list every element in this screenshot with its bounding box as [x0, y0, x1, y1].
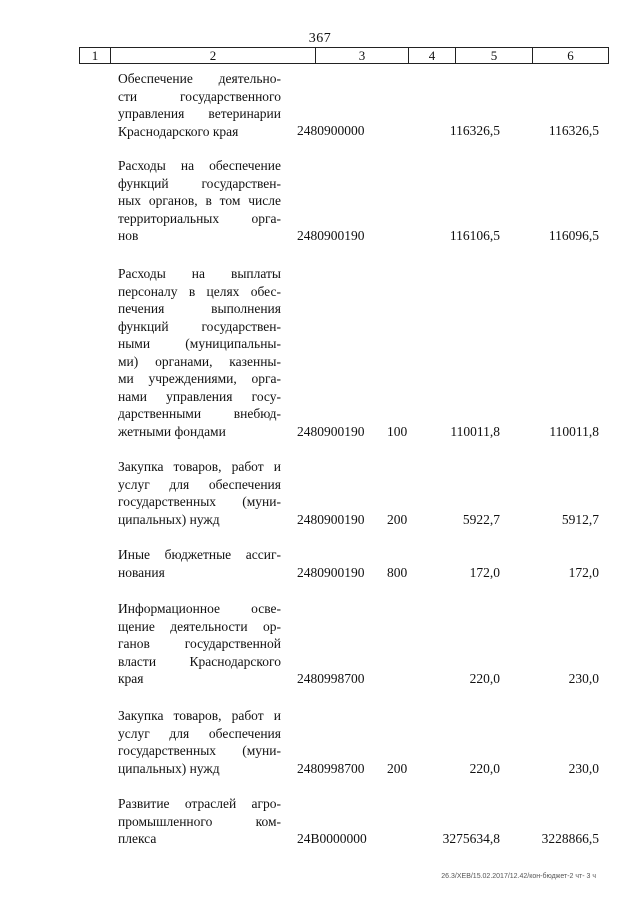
description-line: управления ветеринарии	[118, 106, 281, 121]
column-header-2: 2	[111, 48, 316, 64]
column-header-3: 3	[316, 48, 409, 64]
row-expense-type: 200	[387, 761, 408, 776]
description-line: функций государствен-	[118, 175, 281, 191]
description-line: жетными фондами	[118, 423, 226, 439]
description-line: территориальных орга-	[118, 210, 281, 226]
row-amount-col6: 172,0	[568, 565, 599, 580]
column-header-1: 1	[80, 48, 111, 64]
row-amount-col6: 110011,8	[549, 424, 599, 439]
row-description	[118, 600, 281, 688]
description-line: ными (муниципальны-	[118, 336, 281, 351]
column-header-5: 5	[456, 48, 533, 64]
description-line: печения выполнения	[118, 301, 281, 316]
row-amount-col6: 116326,5	[548, 123, 599, 138]
row-amount-col6: 5912,7	[561, 512, 599, 527]
row-description	[118, 265, 281, 440]
description-line: Иные бюджетные ассиг-	[118, 547, 281, 562]
row-code: 2480900000	[297, 123, 365, 138]
description-line: услуг для обеспечения	[118, 725, 281, 741]
description-line: края	[118, 671, 144, 686]
row-code: 24В0000000	[297, 831, 367, 846]
row-description	[118, 707, 281, 777]
description-line: государственных (муни-	[118, 743, 281, 758]
row-amount-col5: 220,0	[469, 671, 500, 686]
description-line: сти государственного	[118, 88, 281, 104]
description-line: ганов государственной	[118, 636, 281, 651]
description-line: Краснодарского края	[118, 123, 239, 139]
description-line: нами управления госу-	[118, 388, 281, 404]
row-description	[118, 795, 281, 848]
row-amount-col5: 3275634,8	[442, 831, 500, 846]
row-amount-col5: 116106,5	[449, 228, 500, 243]
row-amount-col6: 230,0	[568, 761, 599, 776]
page-footer: 26.3/ХЕВ/15.02.2017/12.42/кон-бюджет-2 чт- 3 ч	[441, 873, 596, 880]
description-line: государственных (муни-	[118, 494, 281, 509]
row-code: 2480900190	[297, 228, 365, 243]
row-amount-col5: 172,0	[469, 565, 500, 580]
description-line: ципальных) нужд	[118, 760, 220, 776]
description-line: ных органов, в том числе	[118, 193, 281, 208]
description-line: нов	[118, 228, 139, 243]
row-amount-col5: 116326,5	[449, 123, 500, 138]
description-line: плекса	[118, 831, 157, 846]
row-description	[118, 458, 281, 528]
row-description	[118, 157, 281, 245]
row-amount-col5: 220,0	[469, 761, 500, 776]
row-expense-type: 200	[387, 512, 408, 527]
row-amount-col6: 3228866,5	[541, 831, 599, 846]
row-code: 2480900190	[297, 424, 365, 439]
description-line: промышленного ком-	[118, 813, 281, 829]
row-description	[118, 70, 281, 140]
row-amount-col5: 5922,7	[462, 512, 500, 527]
row-code: 2480998700	[297, 671, 365, 686]
description-line: услуг для обеспечения	[118, 476, 281, 492]
description-line: Закупка товаров, работ и	[118, 708, 281, 723]
description-line: нования	[118, 564, 165, 580]
description-line: персоналу в целях обес-	[118, 283, 281, 299]
description-line: Информационное осве-	[118, 601, 281, 616]
description-line: Обеспечение деятельно-	[118, 71, 281, 86]
row-description	[118, 546, 281, 581]
description-line: Закупка товаров, работ и	[118, 459, 281, 474]
row-code: 2480998700	[297, 761, 365, 776]
row-code: 2480900190	[297, 512, 365, 527]
row-expense-type: 100	[387, 424, 408, 439]
description-line: Развитие отраслей агро-	[118, 796, 281, 811]
description-line: ми) органами, казенны-	[118, 353, 281, 369]
column-header-6: 6	[533, 48, 609, 64]
description-line: дарственными внебюд-	[118, 406, 281, 421]
description-line: Расходы на обеспечение	[118, 158, 281, 173]
description-line: ми учреждениями, орга-	[118, 371, 281, 386]
description-line: ципальных) нужд	[118, 511, 220, 527]
description-line: щение деятельности ор-	[118, 618, 281, 634]
column-header-4: 4	[409, 48, 456, 64]
row-code: 2480900190	[297, 565, 365, 580]
row-expense-type: 800	[387, 565, 408, 580]
description-line: Расходы на выплаты	[118, 266, 281, 281]
row-amount-col6: 230,0	[568, 671, 599, 686]
description-line: власти Краснодарского	[118, 653, 281, 669]
description-line: функций государствен-	[118, 318, 281, 334]
row-amount-col5: 110011,8	[450, 424, 500, 439]
page-number: 367	[308, 31, 332, 46]
row-amount-col6: 116096,5	[548, 228, 599, 243]
